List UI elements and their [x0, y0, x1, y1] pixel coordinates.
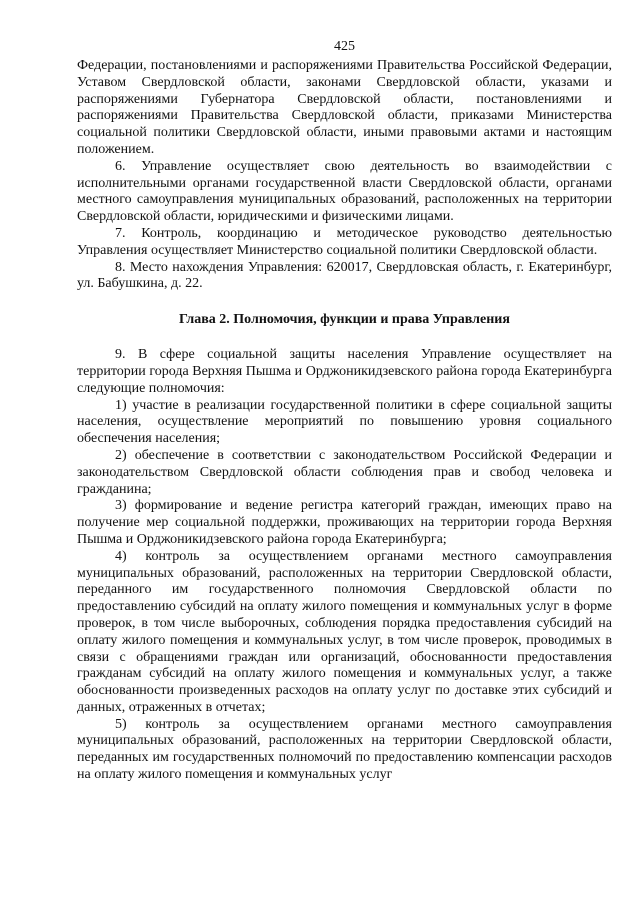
- paragraph-item-7: 7. Контроль, координацию и методическое руководство деятельностью Управления осуществляет Министерство социальной политики Свердловской области.: [77, 225, 612, 258]
- chapter-heading: Глава 2. Полномочия, функции и права Управления: [179, 312, 510, 328]
- subitem-1: 1) участие в реализации государственной политики в сфере социальной защиты населения, осуществление мероприятий по повышению уровня социального обеспечения населения;: [77, 397, 612, 447]
- page-number: 425: [334, 39, 355, 54]
- paragraph-item-6: 6. Управление осуществляет свою деятельность во взаимодействии с исполнительными органами государственной власти Свердловской области, органами местного самоуправления муниципальных образований, расположенных на территории Свердловской области, юридическими и физическими лицами.: [77, 158, 612, 225]
- paragraph-item-8: 8. Место нахождения Управления: 620017, Свердловская область, г. Екатеринбург, ул. Бабушкина, д. 22.: [77, 259, 612, 292]
- paragraph-item-9: 9. В сфере социальной защиты населения Управление осуществляет на территории города Верхняя Пышма и Орджоникидзевского района города Екатеринбурга следующие полномочия:: [77, 347, 612, 396]
- subitem-3: 3) формирование и ведение регистра категорий граждан, имеющих право на получение мер социальной поддержки, проживающих на территории города Верхняя Пышма и Орджоникидзевского района города Екатеринбурга;: [77, 498, 612, 547]
- paragraph-continuation: Федерации, постановлениями и распоряжениями Правительства Российской Федерации, Уставом Свердловской области, законами Свердловской области, указами и распоряжениями Губернатора Свердловской области, постановлениями и распоряжениями Правительства Свердловской области, приказами Министерства социальной политики Свердловской области, иными правовыми актами и настоящим положением.: [77, 58, 612, 157]
- subitem-4: 4) контроль за осуществлением органами местного самоуправления муниципальных образований, расположенных на территории Свердловской области, переданного им государственного полномочия Свердловской области по предоставлению субсидий на оплату жилого помещения и коммунальных услуг в форме проверок, в том числе выборочных, соблюдения порядка предоставления субсидий на оплату жилого помещения и коммунальных услуг, в том числе проверок, проводимых в связи с обращениями граждан или организаций, обоснованности предоставления гражданам субсидий на оплату жилого помещения и коммунальных услуг, а также обоснованности произведенных расходов на оплату услуг по доставке этих субсидий и данных, отраженных в отчетах;: [77, 548, 612, 715]
- subitem-2: 2) обеспечение в соответствии с законодательством Российской Федерации и законодательством Свердловской области соблюдения прав и свобод человека и гражданина;: [77, 447, 612, 497]
- subitem-5: 5) контроль за осуществлением органами местного самоуправления муниципальных образований, расположенных на территории Свердловской области, переданных им государственных полномочий по предоставлению компенсации расходов на оплату жилого помещения и коммунальных услуг: [77, 716, 612, 783]
